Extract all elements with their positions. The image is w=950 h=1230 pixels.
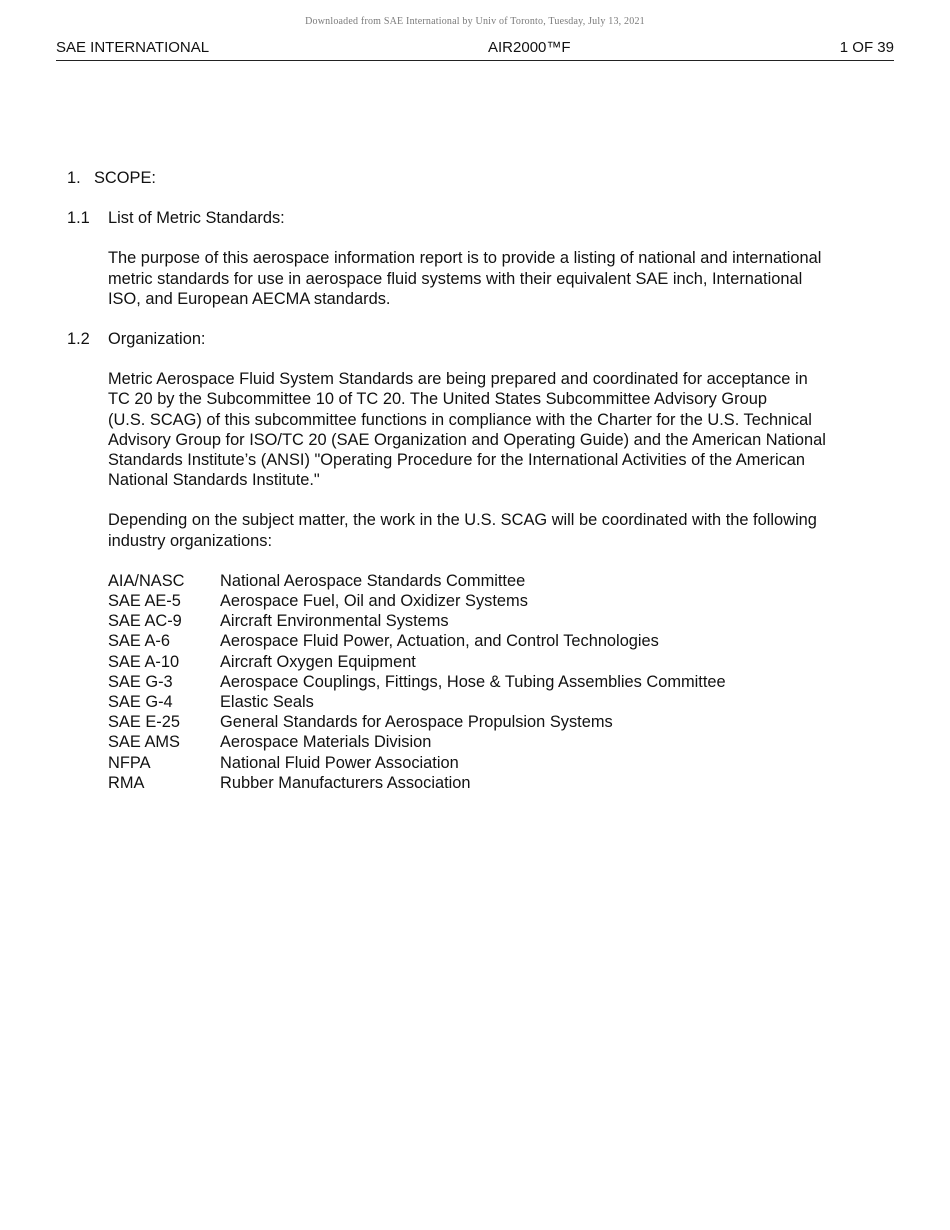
paragraph-line: (U.S. SCAG) of this subcommittee functions in compliance with the Charter for the U.S. Technical	[108, 410, 812, 429]
section-1-2-title: Organization:	[108, 330, 206, 349]
section-1-1-number: 1.1	[67, 209, 90, 228]
section-1-1-heading	[67, 208, 867, 228]
organization-code: SAE A-10	[108, 652, 180, 671]
header-organization: SAE INTERNATIONAL	[56, 39, 210, 56]
organizations-list	[108, 571, 867, 793]
paragraph-line: industry organizations:	[108, 531, 272, 550]
section-1-title: SCOPE:	[94, 169, 156, 187]
organization-code: AIA/NASC	[108, 571, 185, 590]
organization-row	[108, 611, 867, 631]
organization-row	[108, 712, 867, 732]
organization-name: Aircraft Environmental Systems	[220, 612, 449, 631]
paragraph-line: Advisory Group for ISO/TC 20 (SAE Organization and Operating Guide) and the American National	[108, 430, 826, 449]
section-1-number: 1.	[67, 169, 81, 187]
organization-code: SAE AE-5	[108, 592, 181, 611]
document-body	[67, 168, 867, 793]
organization-code: SAE A-6	[108, 632, 170, 651]
download-watermark: Downloaded from SAE International by Univ of Toronto, Tuesday, July 13, 2021	[305, 16, 645, 27]
page-header	[56, 38, 894, 61]
section-1-2-number: 1.2	[67, 330, 90, 349]
organization-code: NFPA	[108, 753, 151, 772]
section-1-1-title: List of Metric Standards:	[108, 209, 285, 228]
organization-row	[108, 571, 867, 591]
organization-name: National Fluid Power Association	[220, 753, 459, 772]
paragraph-line: Depending on the subject matter, the work in the U.S. SCAG will be coordinated with the following	[108, 511, 817, 530]
paragraph-line: metric standards for use in aerospace fluid systems with their equivalent SAE inch, International	[108, 269, 803, 288]
paragraph-line: ISO, and European AECMA standards.	[108, 289, 391, 308]
organization-name: Aircraft Oxygen Equipment	[220, 652, 416, 671]
paragraph-line: Standards Institute’s (ANSI) "Operating Procedure for the International Activities of the American	[108, 451, 806, 470]
organization-code: SAE AMS	[108, 733, 180, 752]
paragraph-line: Metric Aerospace Fluid System Standards are being prepared and coordinated for acceptance in	[108, 370, 808, 389]
paragraph-line: National Standards Institute."	[108, 471, 320, 490]
section-1-1-paragraph	[108, 248, 867, 309]
section-1-2-heading	[67, 329, 867, 349]
paragraph-line: TC 20 by the Subcommittee 10 of TC 20. The United States Subcommittee Advisory Group	[108, 390, 767, 409]
section-1-2-paragraph-2	[108, 510, 867, 550]
organization-row	[108, 591, 867, 611]
organization-name: Aerospace Couplings, Fittings, Hose & Tubing Assemblies Committee	[220, 672, 726, 691]
organization-code: RMA	[108, 773, 145, 792]
organization-row	[108, 773, 867, 793]
header-page-number: 1 OF 39	[839, 39, 894, 56]
organization-code: SAE AC-9	[108, 612, 182, 631]
paragraph-line: The purpose of this aerospace information report is to provide a listing of national and international	[108, 249, 822, 268]
organization-code: SAE G-3	[108, 672, 173, 691]
organization-row	[108, 672, 867, 692]
section-1-2-paragraph	[108, 369, 867, 490]
organization-name: National Aerospace Standards Committee	[220, 571, 526, 590]
organization-code: SAE G-4	[108, 692, 173, 711]
organization-name: Aerospace Fuel, Oil and Oxidizer Systems	[220, 592, 528, 611]
organization-row	[108, 732, 867, 752]
organization-row	[108, 652, 867, 672]
organization-name: Aerospace Fluid Power, Actuation, and Control Technologies	[220, 632, 659, 651]
organization-name: Aerospace Materials Division	[220, 733, 432, 752]
organization-name: Elastic Seals	[220, 692, 314, 711]
organization-name: General Standards for Aerospace Propulsion Systems	[220, 713, 613, 732]
organization-code: SAE E-25	[108, 713, 180, 732]
organization-row	[108, 631, 867, 651]
header-document-id: AIR2000™F	[488, 39, 571, 56]
organization-name: Rubber Manufacturers Association	[220, 773, 471, 792]
section-1-heading	[67, 168, 867, 188]
organization-row	[108, 753, 867, 773]
organization-row	[108, 692, 867, 712]
